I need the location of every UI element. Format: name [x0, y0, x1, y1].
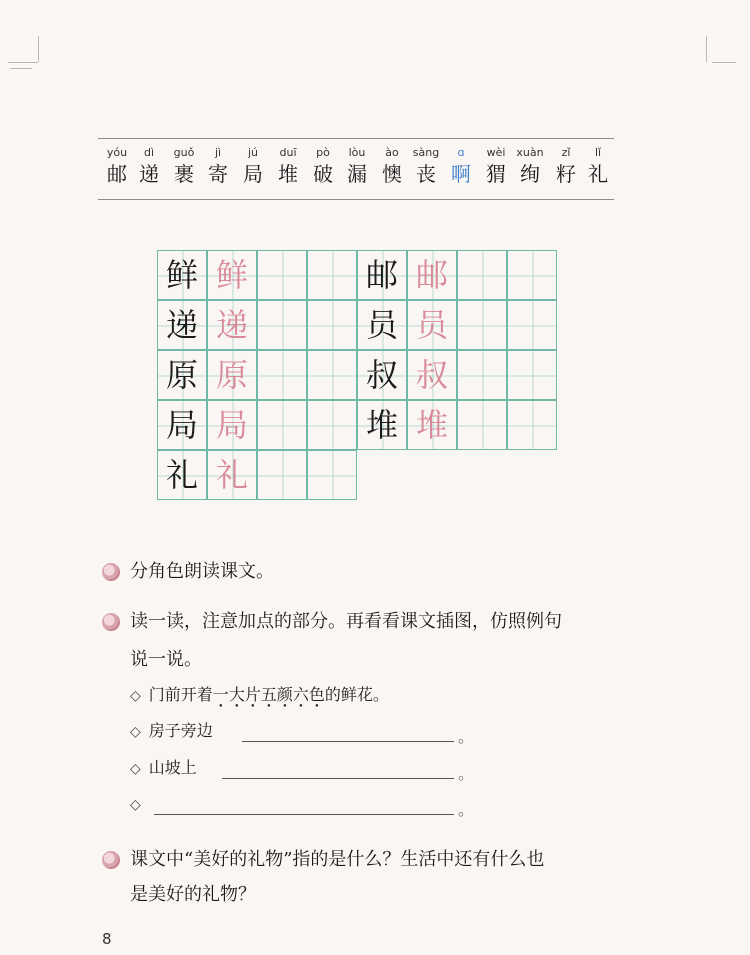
vocab-item — [233, 145, 273, 188]
period-mark: 。 — [458, 764, 475, 783]
trace-char-cell — [207, 450, 257, 500]
practice-cell[interactable] — [307, 450, 357, 500]
vocab-pinyin: wèi — [486, 146, 506, 159]
dotted-char: 大 — [228, 685, 245, 704]
exercise-2-text: 读一读，注意加点的部分。再看看课文插图，仿照例句 — [130, 611, 562, 632]
exercise-1-text: 分角色朗读课文。 — [130, 561, 274, 582]
trace-char: 鲜 — [215, 256, 248, 294]
vocab-char: 破 — [313, 162, 333, 186]
model-char: 员 — [365, 306, 398, 344]
practice-cell[interactable] — [257, 400, 307, 450]
model-char-cell — [157, 350, 207, 400]
trace-char: 递 — [215, 306, 248, 344]
prompt-2-text: 山坡上 — [148, 758, 197, 777]
answer-blank-2[interactable] — [222, 778, 454, 779]
trace-char-cell — [407, 350, 457, 400]
dotted-char: 片 — [244, 685, 261, 704]
vocab-pinyin: sàng — [412, 146, 440, 159]
diamond-icon: ◇ — [130, 688, 141, 704]
trace-char-cell — [207, 300, 257, 350]
model-char-cell — [357, 300, 407, 350]
vocab-char: 邮 — [107, 162, 127, 186]
vocab-pinyin: ɑ — [457, 146, 465, 159]
trace-char: 礼 — [215, 456, 248, 494]
practice-cell[interactable] — [257, 450, 307, 500]
diamond-icon: ◇ — [130, 761, 141, 777]
vocab-char: 籽 — [556, 162, 576, 186]
practice-cell[interactable] — [307, 350, 357, 400]
model-char: 局 — [165, 406, 198, 444]
prompt-1-text: 房子旁边 — [148, 721, 213, 740]
crop-mark — [38, 36, 39, 62]
diamond-icon: ◇ — [130, 797, 141, 813]
vocab-pinyin: guǒ — [173, 146, 195, 159]
exercise-3-text: 课文中“美好的礼物”指的是什么？生活中还有什么也 — [130, 849, 545, 870]
period-mark: 。 — [458, 800, 475, 819]
trace-char: 员 — [415, 306, 448, 344]
model-char-cell — [157, 300, 207, 350]
dotted-char: 色 — [308, 685, 325, 704]
answer-blank-3[interactable] — [154, 814, 454, 815]
trace-char-cell — [407, 300, 457, 350]
period-mark: 。 — [458, 727, 475, 746]
vocab-pinyin: xuàn — [516, 146, 544, 159]
trace-char: 原 — [215, 356, 248, 394]
practice-cell[interactable] — [457, 250, 507, 300]
vocab-char: 局 — [243, 162, 263, 186]
trace-char-cell — [207, 350, 257, 400]
vocab-char: 猬 — [486, 162, 506, 186]
vocab-pinyin: ào — [385, 146, 399, 159]
trace-char-cell — [407, 400, 457, 450]
crop-mark — [10, 68, 32, 69]
model-char: 堆 — [365, 406, 398, 444]
trace-char: 叔 — [415, 356, 448, 394]
page-number: 8 — [102, 930, 112, 948]
vocab-item — [510, 145, 550, 188]
vocab-item — [337, 145, 377, 188]
vocab-pinyin: lòu — [348, 146, 366, 159]
trace-char: 邮 — [415, 256, 448, 294]
vocab-char: 堆 — [278, 162, 298, 186]
model-char-cell — [157, 400, 207, 450]
model-char: 鲜 — [165, 256, 198, 294]
exercise-3-text-cont: 是美好的礼物？ — [130, 884, 256, 905]
vocab-pinyin: zǐ — [561, 146, 571, 159]
exercise-2-text-cont: 说一说。 — [130, 649, 202, 670]
model-char-cell — [157, 450, 207, 500]
prompt-2 — [130, 755, 197, 782]
model-char-cell — [357, 250, 407, 300]
practice-cell[interactable] — [307, 300, 357, 350]
dotted-char: 六 — [292, 685, 309, 704]
practice-cell[interactable] — [507, 400, 557, 450]
practice-cell[interactable] — [507, 350, 557, 400]
answer-blank-1[interactable] — [242, 741, 454, 742]
practice-cell[interactable] — [507, 300, 557, 350]
vocab-item — [406, 145, 446, 188]
practice-cell[interactable] — [457, 400, 507, 450]
vocab-char: 寄 — [208, 162, 228, 186]
vocab-char: 绚 — [520, 162, 540, 186]
vocab-char: 丧 — [416, 162, 436, 186]
crop-mark — [8, 62, 38, 63]
model-char: 邮 — [365, 256, 398, 294]
vocab-item — [129, 145, 169, 188]
vocab-item — [268, 145, 308, 188]
model-char-cell — [157, 250, 207, 300]
example-sentence — [130, 682, 389, 709]
practice-cell[interactable] — [257, 300, 307, 350]
vocab-char: 递 — [139, 162, 159, 186]
model-char-cell — [357, 350, 407, 400]
trace-char-cell — [407, 250, 457, 300]
crop-mark — [706, 36, 707, 62]
model-char-cell — [357, 400, 407, 450]
vocab-char: 裹 — [174, 162, 194, 186]
vocab-pinyin: lǐ — [594, 146, 602, 159]
vocab-pinyin: yóu — [106, 146, 128, 159]
vocab-pinyin: jú — [247, 146, 259, 159]
vocab-char: 礼 — [588, 162, 608, 186]
vocab-item — [198, 145, 238, 188]
vocab-char: 漏 — [347, 162, 367, 186]
practice-cell[interactable] — [307, 400, 357, 450]
example-pre: 门前开着 — [148, 685, 213, 704]
prompt-1 — [130, 718, 213, 745]
vocab-pinyin: jì — [214, 146, 222, 159]
dotted-char: 颜 — [276, 685, 293, 704]
model-char: 原 — [165, 356, 198, 394]
vocab-pinyin: duī — [279, 146, 297, 159]
model-char: 礼 — [165, 456, 198, 494]
vocab-char: 啊 — [451, 162, 471, 186]
example-post: 的鲜花。 — [324, 685, 389, 704]
exercise-icon — [102, 613, 120, 631]
vocab-pinyin: pò — [316, 146, 330, 159]
practice-cell[interactable] — [257, 250, 307, 300]
vocab-item — [578, 145, 618, 188]
practice-cell[interactable] — [257, 350, 307, 400]
practice-cell[interactable] — [307, 250, 357, 300]
model-char: 递 — [165, 306, 198, 344]
prompt-3 — [130, 791, 149, 818]
diamond-icon: ◇ — [130, 724, 141, 740]
trace-char: 局 — [215, 406, 248, 444]
dotted-char: 五 — [260, 685, 277, 704]
dotted-char: 一 — [212, 685, 229, 704]
trace-char-cell — [207, 250, 257, 300]
vocab-item — [441, 145, 481, 188]
exercise-icon — [102, 563, 120, 581]
model-char: 叔 — [365, 356, 398, 394]
practice-cell[interactable] — [507, 250, 557, 300]
trace-char: 堆 — [415, 406, 448, 444]
trace-char-cell — [207, 400, 257, 450]
vocab-char: 懊 — [382, 162, 402, 186]
practice-cell[interactable] — [457, 350, 507, 400]
example-dotted-words — [213, 685, 325, 704]
vocabulary-strip — [98, 138, 614, 200]
exercise-icon — [102, 851, 120, 869]
crop-mark — [712, 62, 736, 63]
vocab-pinyin: dì — [143, 146, 155, 159]
practice-cell[interactable] — [457, 300, 507, 350]
